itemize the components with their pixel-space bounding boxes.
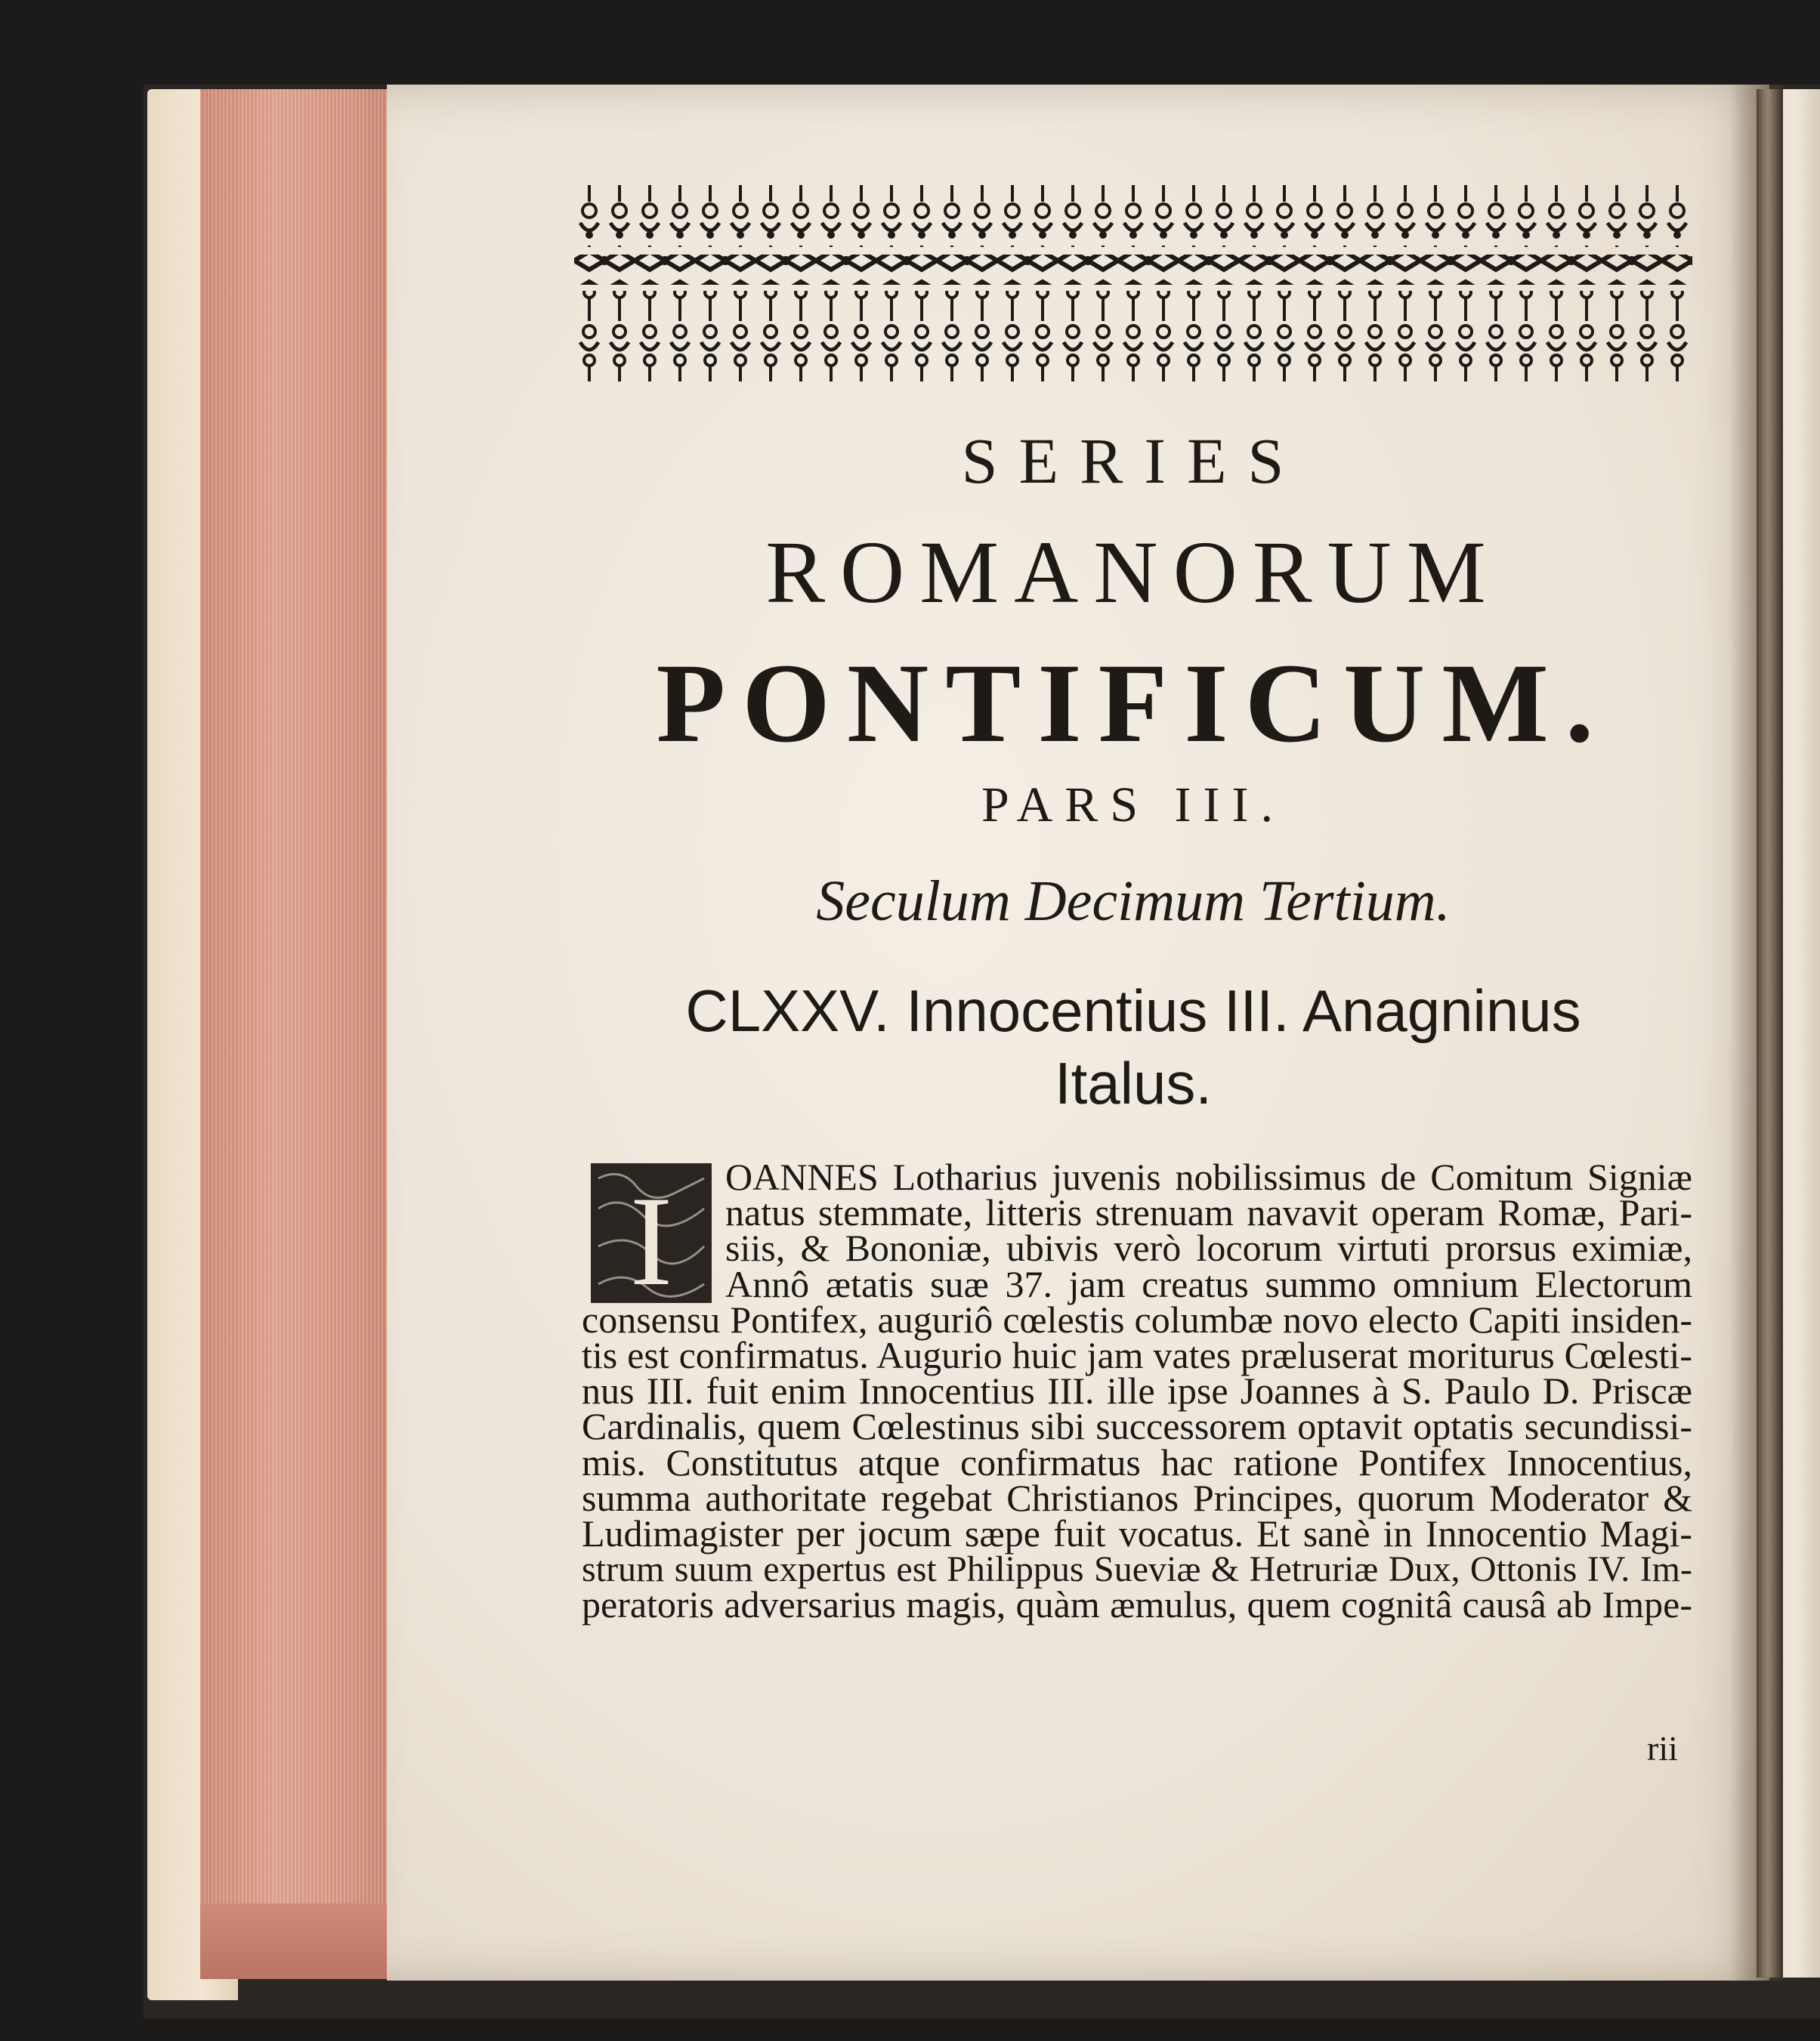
page-edges-bottom [200, 1904, 389, 1979]
body-line: mis. Constitutus atque confirmatus hac ratione Pontifex Innocentius, [582, 1440, 1692, 1484]
page-edges [200, 89, 389, 1978]
body-line: strum suum expertus est Philippus Sueviæ & Hetruriæ Dux, Ottonis IV. Im- [582, 1549, 1692, 1590]
chapter-heading-line-1: CLXXV. Innocentius III. Anagninus [685, 977, 1581, 1044]
initial-letter: I [629, 1170, 673, 1303]
part-heading: PARS III. [981, 777, 1285, 832]
body-line: Ludimagister per jocum sæpe fuit vocatus. Et sanè in Innocentio Magi- [582, 1511, 1692, 1555]
body-line: natus stemmate, litteris strenuam navavit operam Romæ, Pari- [725, 1191, 1692, 1234]
title-pontificum: PONTIFICUM. [656, 641, 1611, 766]
body-line: nus III. fuit enim Innocentius III. ille ipse Joannes à S. Paulo D. Priscæ [582, 1369, 1692, 1413]
catchword: rii [1647, 1729, 1678, 1768]
title-romanorum: ROMANORUM [765, 523, 1501, 622]
ornament-band [574, 185, 1692, 385]
body-line: OANNES Lotharius juvenis nobilissimus de Comitum Signiæ [725, 1156, 1692, 1198]
body-line: summa authoritate regebat Christianos Principes, quorum Moderator & [582, 1476, 1692, 1519]
body-line: peratoris adversarius magis, quàm æmulus, quem cognitâ causâ ab Impe- [582, 1583, 1692, 1626]
body-line: tis est confirmatus. Augurio huic jam vates præluserat moriturus Cœlesti- [582, 1333, 1692, 1376]
chapter-heading-line-2: Italus. [1054, 1050, 1213, 1116]
body-line: siis, & Bononiæ, ubivis verò locorum virtuti prorsus eximiæ, [725, 1227, 1692, 1270]
gutter-shadow [1730, 85, 1783, 1981]
body-line: Cardinalis, quem Cœlestinus sibi successorem optavit optatis secundissi- [582, 1405, 1692, 1448]
body-line: Annô ætatis suæ 37. jam creatus summo omnium Electorum [725, 1262, 1692, 1305]
title-series: SERIES [961, 425, 1306, 497]
body-line: consensu Pontifex, auguriô cœlestis columbæ novo electo Capiti insiden- [582, 1298, 1692, 1341]
body-paragraph [582, 1156, 1692, 1626]
century-heading: Seculum Decimum Tertium. [816, 869, 1451, 933]
chapter-heading [574, 974, 1692, 1119]
